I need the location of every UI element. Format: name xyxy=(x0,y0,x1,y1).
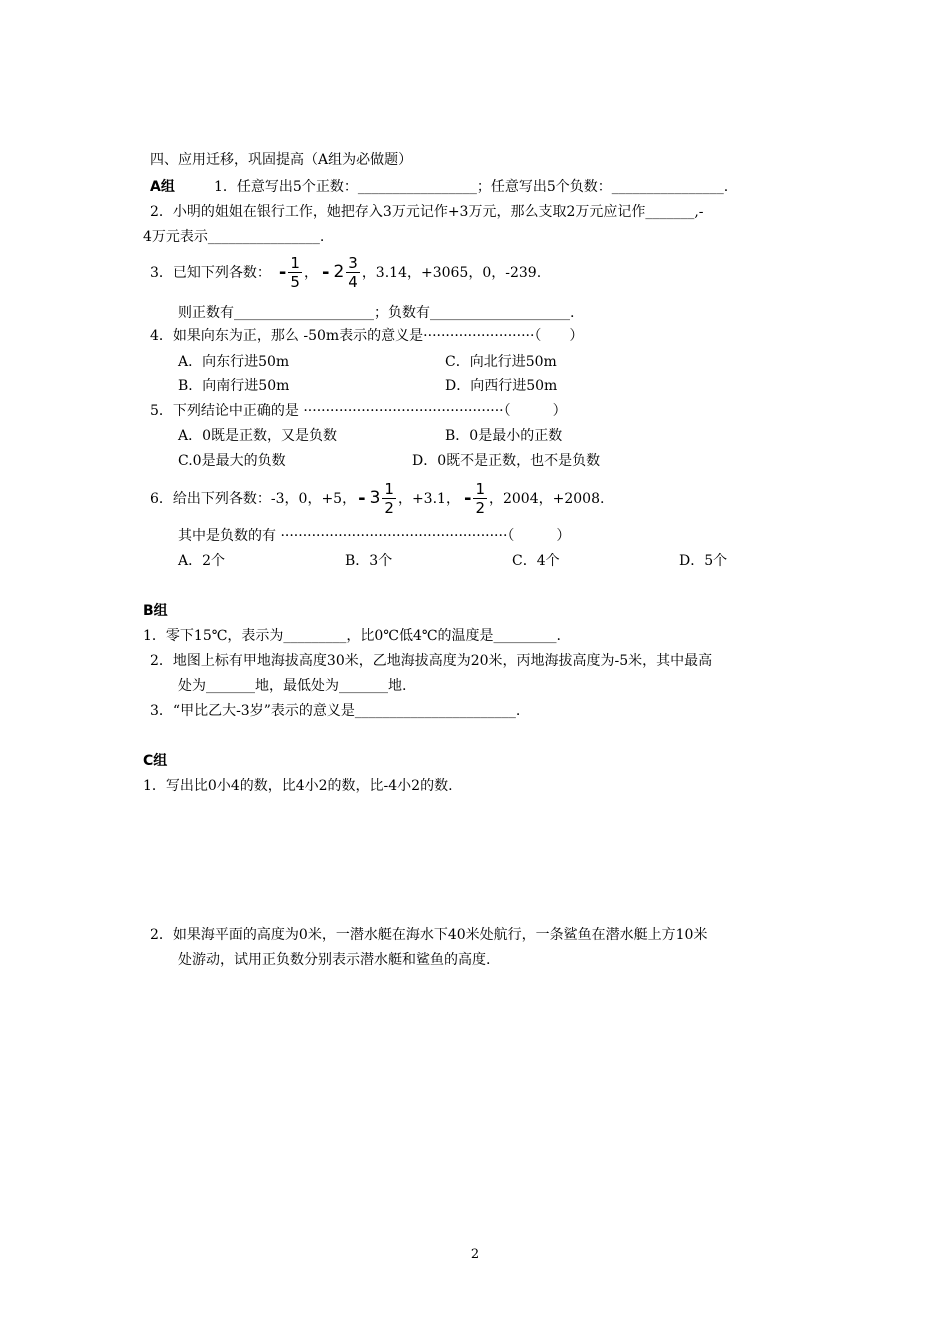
q3-fraction1 xyxy=(288,254,302,291)
group-b-q1: 1．零下15℃，表示为_________，比0℃低4℃的温度是_________. xyxy=(143,628,561,644)
group-a-q5-opt-a: A．0既是正数，又是负数 xyxy=(178,428,338,444)
q6-fraction1-numerator: 1 xyxy=(384,479,394,498)
q3-fraction2-sign: - xyxy=(321,261,330,283)
group-a-q6-opt-a: A．2个 xyxy=(178,553,226,569)
group-b-label: B组 xyxy=(143,603,168,619)
group-b-q2-line1: 2．地图上标有甲地海拔高度30米，乙地海拔高度为20米，丙地海拔高度为-5米，其中最高 xyxy=(150,653,713,669)
group-a-q2-line2: 4万元表示________________. xyxy=(143,229,325,245)
group-a-q3-line1 xyxy=(150,250,541,294)
group-a-q6-opt-c: C．4个 xyxy=(512,553,560,569)
q6-fraction2-numerator: 1 xyxy=(475,479,485,498)
group-c-q2-line1: 2．如果海平面的高度为0米，一潜水艇在海水下40米处航行，一条鲨鱼在潜水艇上方10米 xyxy=(150,927,708,943)
group-a-q5-stem: 5．下列结论中正确的是 ·············································（ ） xyxy=(150,403,567,419)
group-a-label: A组 xyxy=(150,179,175,195)
group-c-q2-line2: 处游动，试用正负数分别表示潜水艇和鲨鱼的高度. xyxy=(178,952,491,968)
group-c-q1: 1．写出比0小4的数，比4小2的数，比-4小2的数. xyxy=(143,778,453,794)
group-a-q2-line1: 2．小明的姐姐在银行工作，她把存入3万元记作+3万元，那么支取2万元应记作_______,- xyxy=(150,204,704,220)
group-a-q4-opt-d: D．向西行进50m xyxy=(445,378,558,394)
q3-separator: ， xyxy=(303,265,318,281)
q3-fraction1-sign: - xyxy=(278,261,287,283)
group-a-q4-opt-a: A．向东行进50m xyxy=(178,354,290,370)
group-a-q4-opt-c: C．向北行进50m xyxy=(445,354,557,370)
group-a-q5-opt-b: B．0是最小的正数 xyxy=(445,428,563,444)
group-a-q5-opt-d: D．0既不是正数，也不是负数 xyxy=(412,453,601,469)
q3-fraction1-numerator: 1 xyxy=(290,253,300,272)
group-a-q5-opt-c: C.0是最大的负数 xyxy=(178,453,286,469)
group-a-q4-opt-b: B．向南行进50m xyxy=(178,378,290,394)
group-a-q6-stem2: 其中是负数的有 ···················································（ ） xyxy=(178,528,571,544)
group-a-q6-opt-d: D．5个 xyxy=(679,553,728,569)
q3-suffix: ，3.14，+3065，0，-239. xyxy=(361,265,542,281)
q6-mid: ，+3.1， xyxy=(397,491,460,507)
group-b-q2-line2: 处为_______地，最低处为_______地. xyxy=(178,678,407,694)
section-title: 四、应用迁移，巩固提高（A组为必做题） xyxy=(150,152,413,168)
q6-fraction2-sign: - xyxy=(463,487,472,509)
q6-fraction1-sign: - xyxy=(358,487,366,509)
group-c-label: C组 xyxy=(143,753,168,769)
q6-fraction1-whole: 3 xyxy=(369,488,381,508)
page-number: 2 xyxy=(470,1247,480,1262)
q3-prefix: 3．已知下列各数： xyxy=(150,265,271,281)
group-a-q4-stem: 4．如果向东为正，那么 -50m表示的意义是·························（ ） xyxy=(150,328,584,344)
group-a-q6-opt-b: B．3个 xyxy=(345,553,393,569)
q6-fraction1-denominator: 2 xyxy=(384,498,394,517)
group-b-q3: 3．“甲比乙大-3岁”表示的意义是_______________________. xyxy=(150,703,521,719)
group-a-q1: 1．任意写出5个正数：_________________；任意写出5个负数：________________. xyxy=(214,179,729,195)
q3-fraction1-denominator: 5 xyxy=(290,272,300,291)
group-a-q3-line2: 则正数有____________________；负数有____________________. xyxy=(178,305,575,321)
group-a-q6-line1 xyxy=(150,476,604,520)
q6-prefix: 6．给出下列各数：-3，0，+5， xyxy=(150,491,357,507)
q6-fraction2-denominator: 2 xyxy=(475,498,485,517)
q3-fraction2-denominator: 4 xyxy=(348,272,358,291)
q3-fraction2-numerator: 3 xyxy=(348,253,358,272)
q6-suffix: ，2004，+2008. xyxy=(488,491,605,507)
q6-fraction1 xyxy=(382,480,396,517)
q3-fraction2 xyxy=(346,254,360,291)
q3-fraction2-whole: 2 xyxy=(333,262,345,282)
q6-fraction2 xyxy=(473,480,487,517)
group-a-row-1 xyxy=(150,177,728,197)
